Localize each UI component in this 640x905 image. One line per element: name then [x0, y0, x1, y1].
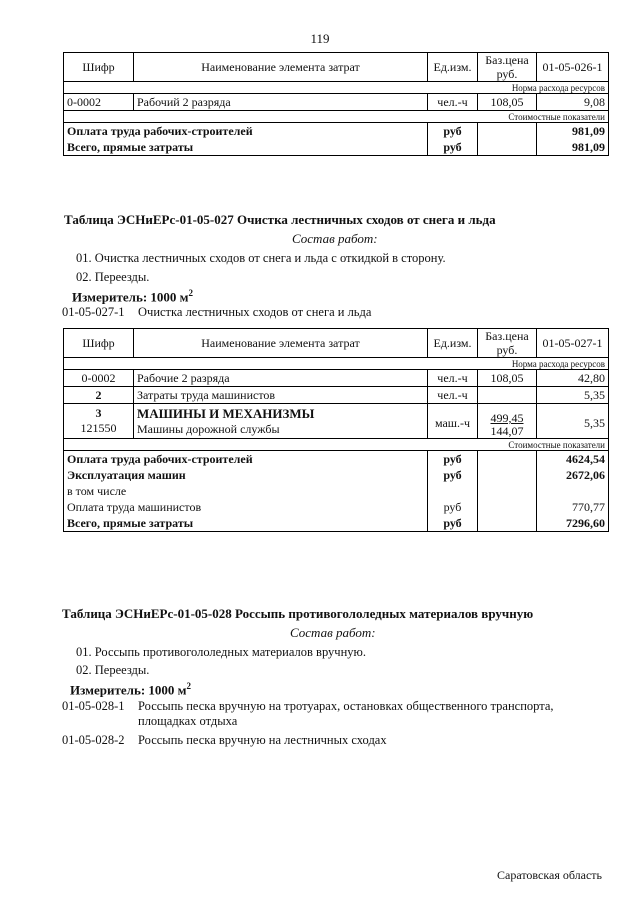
section-title: Таблица ЭСНиЕРс-01-05-028 Россыпь противогололедных материалов вручную [62, 606, 534, 621]
header-price: Баз.цена руб. [478, 53, 537, 82]
row-code: 0-0002 [64, 94, 134, 111]
row-unit: чел.-ч [428, 387, 478, 404]
item-code: 01-05-028-1 [62, 699, 125, 713]
header-code: Шифр [64, 329, 134, 358]
item-text-cont: площадках отдыха [138, 714, 238, 728]
total-unit: руб [428, 499, 478, 515]
total-name: Эксплуатация машин [64, 467, 428, 483]
header-unit: Ед.изм. [428, 53, 478, 82]
work-item: 01. Россыпь противогололедных материалов вручную. [76, 645, 366, 659]
work-item: 02. Переезды. [76, 663, 150, 677]
total-row [64, 499, 609, 515]
row-price: 499,45 144,07 [478, 404, 537, 439]
header-name: Наименование элемента затрат [134, 53, 428, 82]
work-item: 02. Переезды. [76, 270, 150, 284]
total-name: Оплата труда машинистов [64, 499, 428, 515]
total-unit: руб [428, 515, 478, 532]
row-price: 108,05 [478, 94, 537, 111]
total-row [64, 483, 609, 499]
table-row [64, 94, 609, 111]
row-code: 0-0002 [64, 370, 134, 387]
total-row [64, 451, 609, 468]
cost-label: Стоимостные показатели [64, 439, 609, 451]
item-text: Очистка лестничных сходов от снега и льда [138, 305, 372, 319]
row-unit: чел.-ч [428, 94, 478, 111]
total-value: 981,09 [537, 139, 609, 156]
row-name: Рабочие 2 разряда [134, 370, 428, 387]
meter-label: Измеритель: 1000 $м^2$ [72, 288, 194, 305]
row-price: 108,05 [478, 370, 537, 387]
row-name: Рабочий 2 разряда [134, 94, 428, 111]
resource-table-1 [63, 52, 609, 156]
header-unit: Ед.изм. [428, 329, 478, 358]
total-unit: руб [428, 139, 478, 156]
header-code: Шифр [64, 53, 134, 82]
header-code-col: 01-05-026-1 [537, 53, 609, 82]
row-unit: маш.-ч [428, 404, 478, 439]
header-price: Баз.цена руб. [478, 329, 537, 358]
table-row [64, 404, 609, 439]
item-text: Россыпь песка вручную на лестничных сходах [138, 733, 387, 747]
norm-label: Норма расхода ресурсов [64, 358, 609, 370]
composition-heading: Состав работ: [292, 231, 378, 246]
norm-label: Норма расхода ресурсов [64, 82, 609, 94]
row-value: 9,08 [537, 94, 609, 111]
footer-region: Саратовская область [496, 868, 602, 882]
item-code: 01-05-027-1 [62, 305, 125, 319]
cost-label: Стоимостные показатели [64, 111, 609, 123]
header-code-col: 01-05-027-1 [537, 329, 609, 358]
row-unit: чел.-ч [428, 370, 478, 387]
total-name: Всего, прямые затраты [64, 515, 428, 532]
total-value: 2672,06 [537, 467, 609, 483]
total-name: Всего, прямые затраты [64, 139, 428, 156]
row-code: 3 121550 [64, 404, 134, 439]
item-text: Россыпь песка вручную на тротуарах, остановках общественного транспорта, [138, 699, 554, 713]
work-item: 01. Очистка лестничных сходов от снега и льда с откидкой в сторону. [76, 251, 446, 265]
total-value: 4624,54 [537, 451, 609, 468]
row-name: Затраты труда машинистов [134, 387, 428, 404]
total-row [64, 139, 609, 156]
resource-table-2 [63, 328, 609, 532]
row-name: МАШИНЫ И МЕХАНИЗМЫ Машины дорожной службы [134, 404, 428, 439]
table-row [64, 370, 609, 387]
meter-label: Измеритель: 1000 $м^2$ [70, 681, 192, 698]
total-name: Оплата труда рабочих-строителей [64, 123, 428, 140]
row-value: 5,35 [537, 387, 609, 404]
total-name: в том числе [64, 483, 428, 499]
page-number: 119 [310, 31, 330, 46]
total-unit: руб [428, 467, 478, 483]
row-value: 5,35 [537, 404, 609, 439]
total-unit: руб [428, 451, 478, 468]
row-code: 2 [64, 387, 134, 404]
header-name: Наименование элемента затрат [134, 329, 428, 358]
row-value: 42,80 [537, 370, 609, 387]
total-row [64, 515, 609, 532]
total-row [64, 467, 609, 483]
total-value: 7296,60 [537, 515, 609, 532]
total-unit: руб [428, 123, 478, 140]
composition-heading: Состав работ: [290, 625, 376, 640]
table-row [64, 387, 609, 404]
section-title: Таблица ЭСНиЕРс-01-05-027 Очистка лестничных сходов от снега и льда [64, 212, 496, 227]
total-row [64, 123, 609, 140]
total-value: 981,09 [537, 123, 609, 140]
total-name: Оплата труда рабочих-строителей [64, 451, 428, 468]
item-code: 01-05-028-2 [62, 733, 125, 747]
total-value: 770,77 [537, 499, 609, 515]
